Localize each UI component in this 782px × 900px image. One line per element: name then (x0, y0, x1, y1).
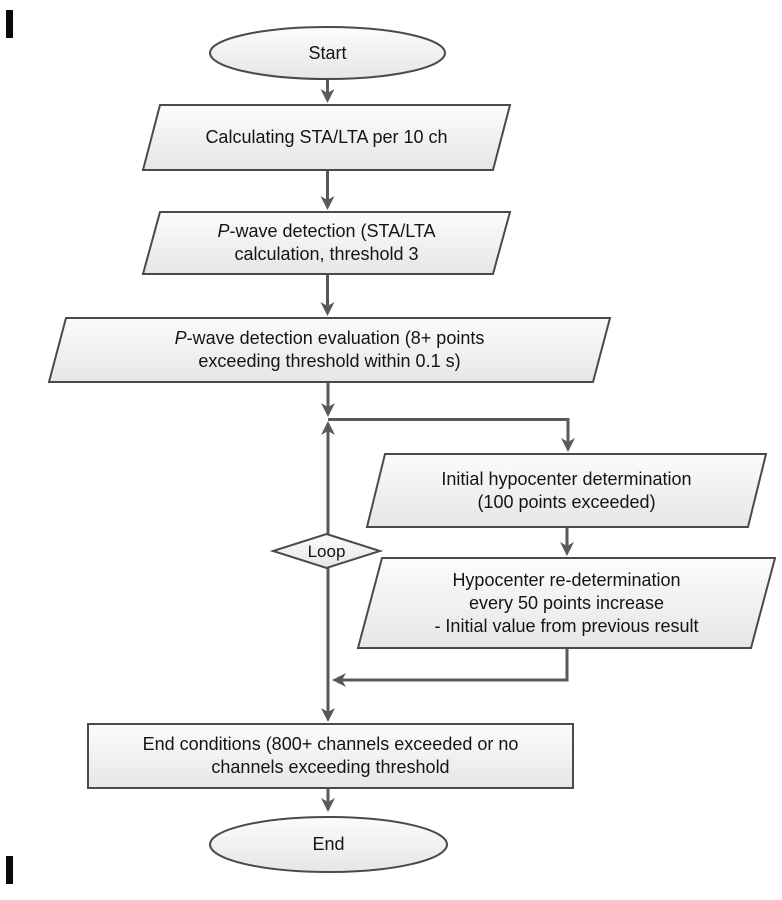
loop-label-text: Loop (307, 541, 346, 561)
calc-label (143, 105, 510, 170)
evaluation-line1-rest: -wave detection evaluation (8+ points (186, 328, 485, 348)
connector-lines (328, 79, 569, 802)
connector-redetermination-return (340, 648, 567, 680)
detection-line1-rest: -wave detection (STA/LTA (229, 221, 436, 241)
detection-label-line2: calculation, threshold 3 (234, 244, 419, 264)
detection-label (143, 212, 510, 274)
calc-label-text: Calculating STA/LTA per 10 ch (205, 127, 448, 147)
start-label-text: Start (308, 42, 347, 63)
end-conditions-line2: channels exceeding threshold (211, 757, 450, 777)
evaluation-label (49, 318, 610, 382)
redetermination-line1: Hypocenter re-determination (452, 569, 681, 590)
start-label (210, 27, 445, 79)
redetermination-label (358, 558, 775, 648)
evaluation-label-line2: exceeding threshold within 0.1 s) (198, 351, 461, 371)
arrowheads (321, 89, 576, 812)
end-label (210, 817, 447, 872)
connector-junction-to-initial (328, 420, 568, 443)
initial-hypocenter-line2: (100 points exceeded) (477, 491, 656, 512)
end-label-text: End (312, 834, 345, 854)
initial-hypocenter-label (367, 454, 766, 527)
initial-hypocenter-line1: Initial hypocenter determination (441, 468, 692, 489)
redetermination-line3: - Initial value from previous result (434, 615, 699, 636)
detection-label-line1 (217, 220, 435, 243)
end-conditions-line1: End conditions (800+ channels exceeded or no (142, 734, 519, 754)
evaluation-label-line1 (175, 327, 485, 350)
detection-italic-p: P (217, 221, 230, 241)
redetermination-line2: every 50 points increase (468, 592, 665, 613)
end-conditions-label (88, 724, 573, 788)
evaluation-italic-p: P (174, 328, 187, 348)
